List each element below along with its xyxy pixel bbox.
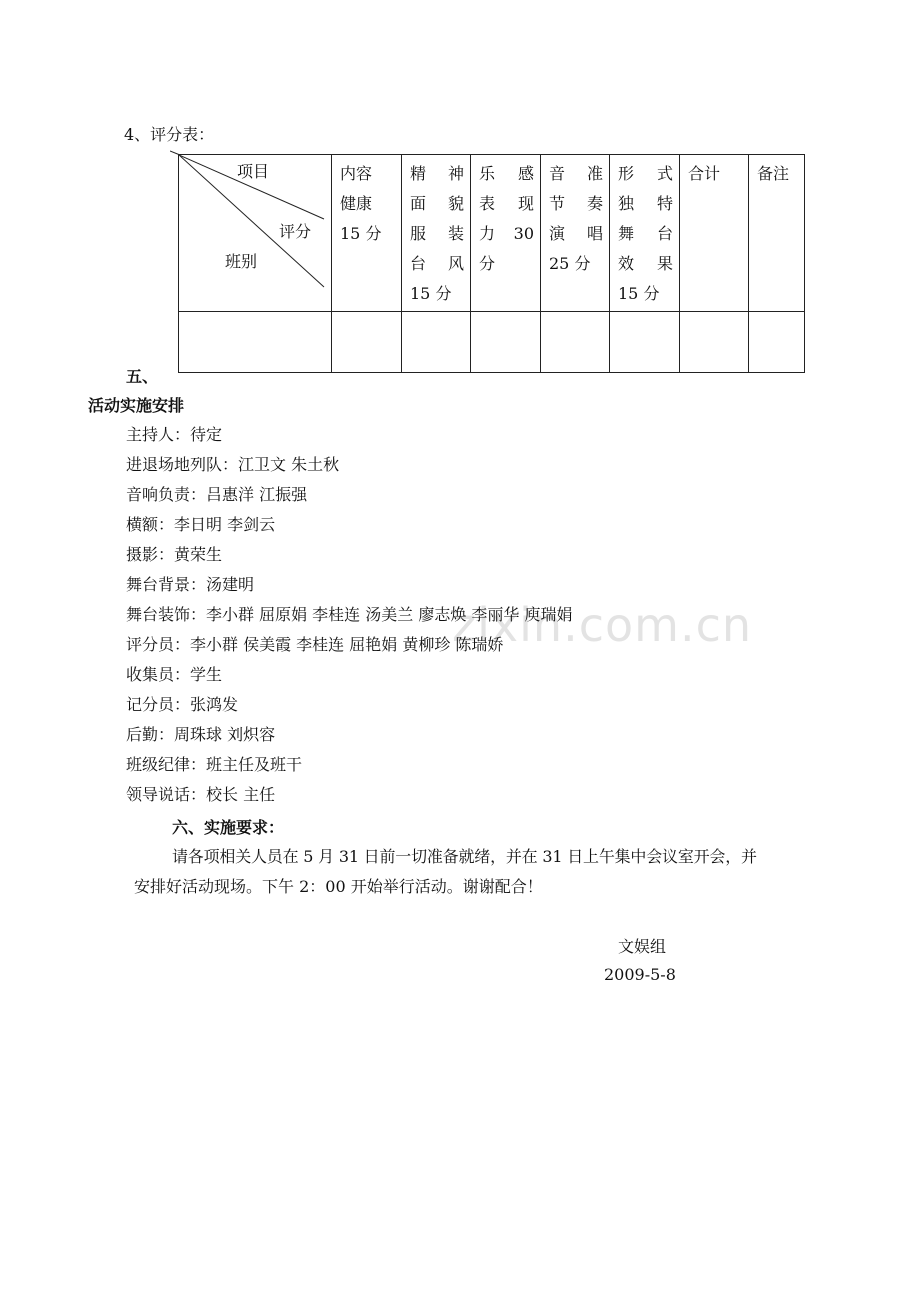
col-header-remark: 备注 (749, 155, 805, 312)
list-item: 进退场地列队：江卫文 朱土秋 (126, 455, 340, 474)
section5-title: 活动实施安排 (88, 396, 185, 415)
table-row (179, 312, 805, 373)
section4-title: 4、评分表： (124, 125, 215, 144)
table-cell (332, 312, 402, 373)
requirement-paragraph-line2: 安排好活动现场。下午 2：00 开始举行活动。谢谢配合！ (134, 877, 543, 896)
col-header-pitch: 音 准 节 奏 演 唱 25 分 (541, 155, 610, 312)
score-table (178, 154, 805, 373)
table-cell (749, 312, 805, 373)
list-item: 收集员：学生 (126, 665, 223, 684)
arrangement-list (126, 420, 573, 810)
col-header-music: 乐 感 表 现 力 30 分 (471, 155, 541, 312)
table-cell (402, 312, 471, 373)
col-header-spirit: 精 神 面 貌 服 装 台 风 15 分 (402, 155, 471, 312)
list-item: 班级纪律：班主任及班干 (126, 755, 303, 774)
requirement-paragraph-line1: 请各项相关人员在 5 月 31 日前一切准备就绪，并在 31 日上午集中会议室开会，并 (172, 847, 757, 866)
diagonal-header-cell (179, 155, 332, 312)
list-item: 记分员：张鸿发 (126, 695, 239, 714)
list-item: 摄影：黄荣生 (126, 545, 223, 564)
col-header-content: 内容 健康 15 分 (332, 155, 402, 312)
table-header-row (179, 155, 805, 312)
list-item: 后勤：周珠球 刘炽容 (126, 725, 276, 744)
col-header-total: 合计 (680, 155, 749, 312)
watermark: zixin.com.cn (452, 598, 753, 652)
corner-label-item: 项目 (237, 162, 270, 181)
section6-title: 六、实施要求： (172, 818, 285, 837)
corner-label-score: 评分 (279, 222, 312, 241)
table-cell (610, 312, 680, 373)
table-cell (471, 312, 541, 373)
list-item: 横额：李日明 李剑云 (126, 515, 276, 534)
list-item: 评分员：李小群 侯美霞 李桂连 屈艳娟 黄柳珍 陈瑞娇 (126, 635, 504, 654)
list-item: 领导说话：校长 主任 (126, 785, 276, 804)
corner-label-class: 班别 (225, 252, 258, 271)
signature-org: 文娱组 (618, 937, 667, 956)
list-item: 舞台背景：汤建明 (126, 575, 255, 594)
table-cell (179, 312, 332, 373)
table-cell (541, 312, 610, 373)
table-cell (680, 312, 749, 373)
list-item: 主持人：待定 (126, 425, 223, 444)
signature-date: 2009-5-8 (604, 965, 676, 984)
col-header-form: 形 式 独 特 舞 台 效 果 15 分 (610, 155, 680, 312)
list-item: 舞台装饰：李小群 屈原娟 李桂连 汤美兰 廖志焕 李丽华 庾瑞娟 (126, 605, 573, 624)
list-item: 音响负责：吕惠洋 江振强 (126, 485, 308, 504)
section5-number: 五、 (126, 367, 159, 386)
